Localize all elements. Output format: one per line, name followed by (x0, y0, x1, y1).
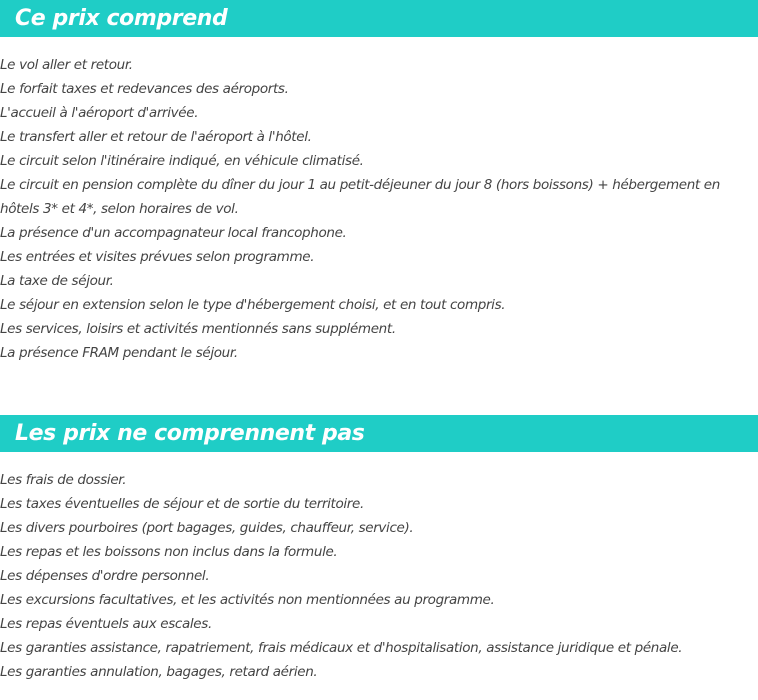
list-item: La présence d'un accompagnateur local francophone. (0, 225, 347, 241)
list-item: Les frais de dossier. (0, 472, 127, 488)
list-item: La taxe de séjour. (0, 273, 114, 289)
list-item: Les divers pourboires (port bagages, guides, chauffeur, service). (0, 520, 414, 536)
list-item: Les repas et les boissons non inclus dans la formule. (0, 544, 338, 560)
list-item: Les entrées et visites prévues selon programme. (0, 249, 315, 265)
list-item: Le séjour en extension selon le type d'hébergement choisi, et en tout compris. (0, 297, 506, 313)
list-item: Les dépenses d'ordre personnel. (0, 568, 210, 584)
list-item: Le forfait taxes et redevances des aéroports. (0, 81, 289, 97)
excludes-section-header (0, 415, 758, 452)
list-item: Les garanties annulation, bagages, retard aérien. (0, 664, 318, 680)
list-item: L'accueil à l'aéroport d'arrivée. (0, 105, 199, 121)
list-item: Le vol aller et retour. (0, 57, 133, 73)
includes-section-header (0, 0, 758, 37)
includes-section-title: Ce prix comprend (15, 5, 228, 31)
excludes-section-title: Les prix ne comprennent pas (15, 420, 365, 446)
includes-list (0, 53, 756, 365)
list-item: Les repas éventuels aux escales. (0, 616, 212, 632)
list-item: Les services, loisirs et activités mentionnés sans supplément. (0, 321, 396, 337)
list-item: Le circuit en pension complète du dîner du jour 1 au petit-déjeuner du jour 8 (hors boissons) + hébergement en hôtels 3* et 4*, selon horaires de vol. (0, 177, 720, 217)
list-item: Les taxes éventuelles de séjour et de sortie du territoire. (0, 496, 364, 512)
list-item: Le transfert aller et retour de l'aéroport à l'hôtel. (0, 129, 312, 145)
list-item: La présence FRAM pendant le séjour. (0, 345, 238, 361)
list-item: Les excursions facultatives, et les activités non mentionnées au programme. (0, 592, 495, 608)
list-item: Les garanties assistance, rapatriement, frais médicaux et d'hospitalisation, assistance juridique et pénale. (0, 640, 683, 656)
list-item: Le circuit selon l'itinéraire indiqué, en véhicule climatisé. (0, 153, 364, 169)
excludes-list (0, 468, 756, 684)
